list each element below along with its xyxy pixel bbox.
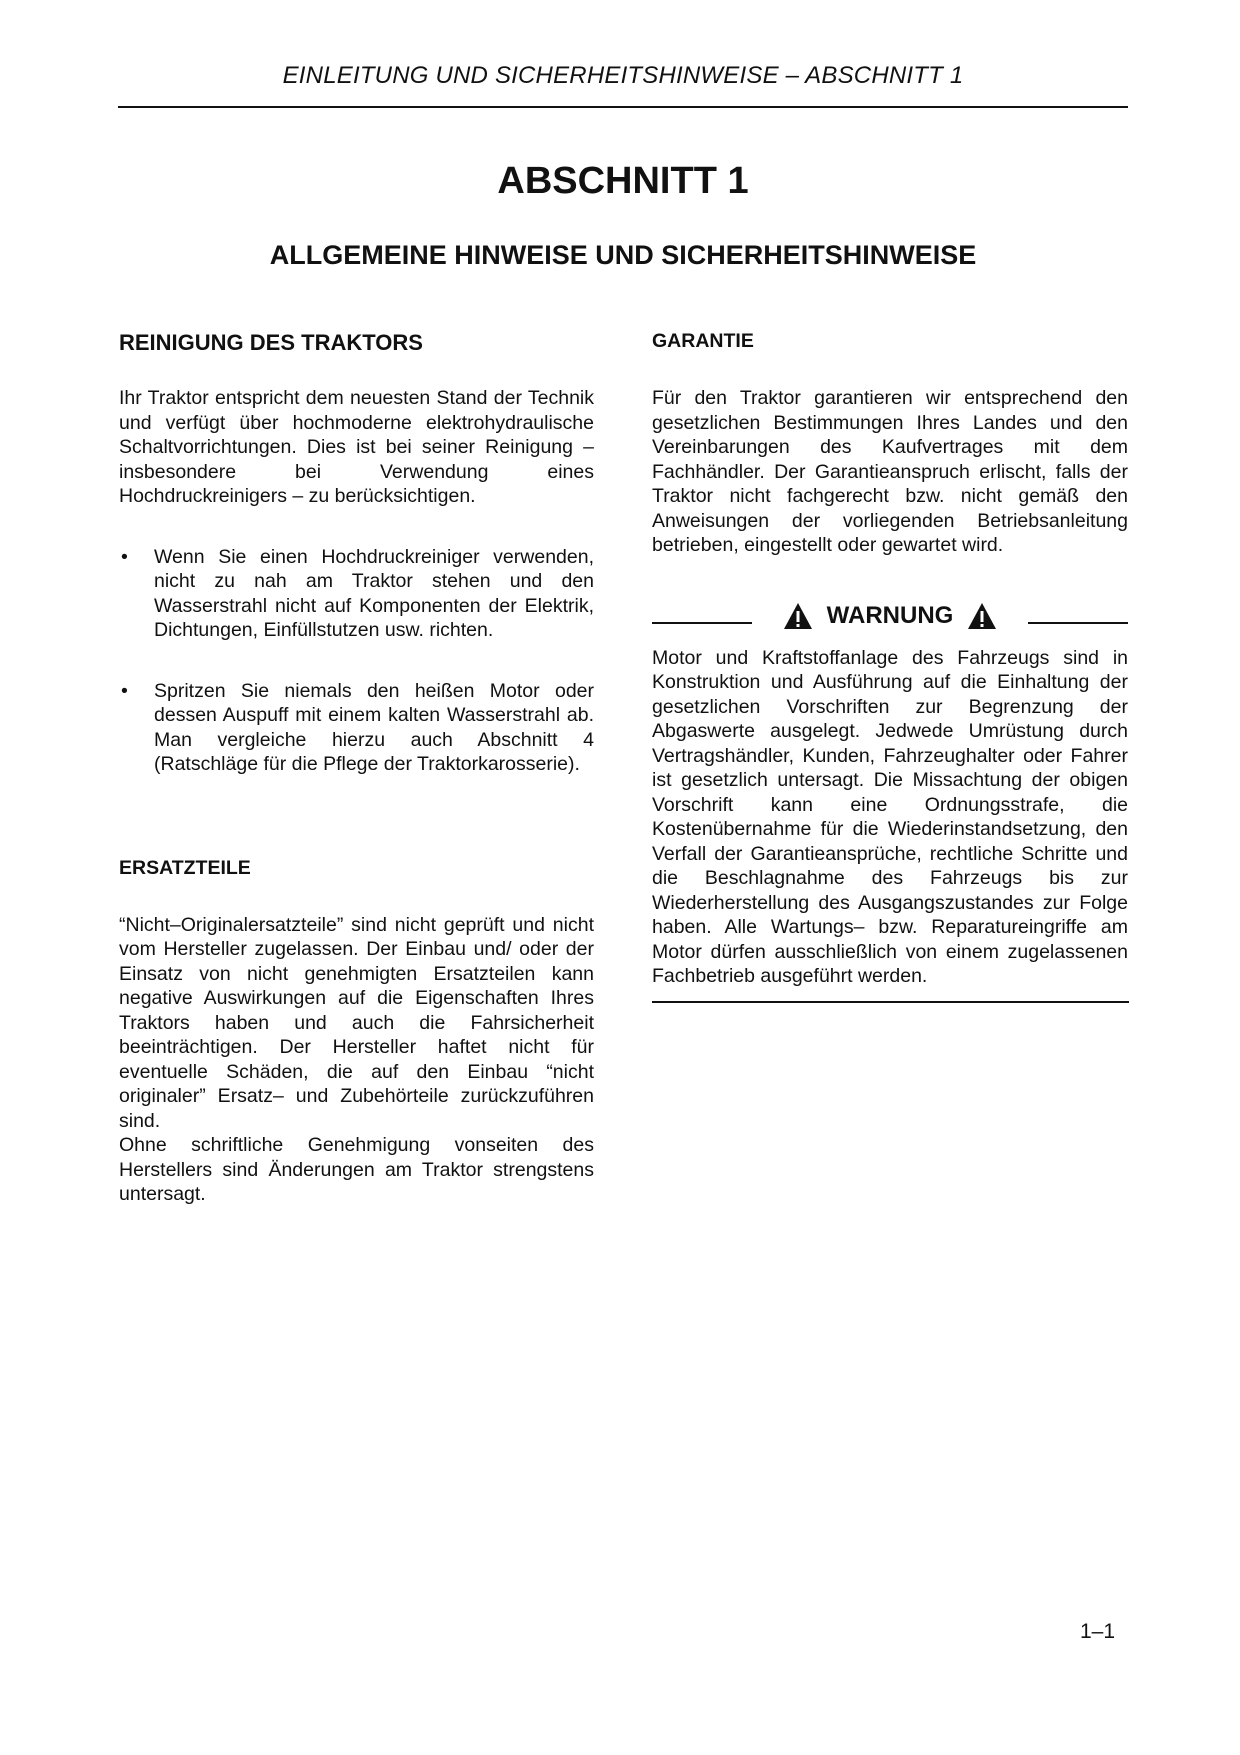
parts-heading: ERSATZTEILE — [119, 856, 251, 879]
bullet-icon: • — [121, 679, 128, 702]
cleaning-bullet-list — [119, 545, 594, 777]
list-item — [119, 679, 594, 777]
page-number: 1–1 — [1080, 1620, 1116, 1643]
cleaning-paragraph: Ihr Traktor entspricht dem neuesten Stand der Technik und verfügt über hochmoderne elektrohydraulische Schaltvorrichtungen. Dies ist bei seiner Reinigung – insbesondere bei Verwendung eines Hochdruckreinigers – zu berücksichtigen. — [119, 387, 594, 507]
bullet-icon: • — [121, 545, 128, 568]
warning-triangle-icon — [967, 602, 997, 630]
warning-title — [783, 602, 998, 630]
page-title: ABSCHNITT 1 — [497, 160, 749, 202]
header-rule — [118, 106, 1128, 108]
warranty-paragraph: Für den Traktor garantieren wir entsprechend den gesetzlichen Bestimmungen Ihres Landes und den Vereinbarungen des Kaufvertrages mit dem Fachhändler. Der Garantieanspruch erlischt, falls der Traktor nicht fachgerecht bzw. nicht gemäß den Anweisungen der vorliegenden Betriebsanleitung betrieben, eingestellt oder gewartet wird. — [652, 387, 1128, 556]
warning-label: WARNUNG — [826, 601, 954, 629]
warranty-heading: GARANTIE — [652, 330, 754, 352]
bullet-text: Spritzen Sie niemals den heißen Motor oder dessen Auspuff mit einem kalten Wasserstrahl ab. Man vergleiche hierzu auch Abschnitt 4 (Ratschläge für die Pflege der Traktorkarosserie). — [154, 679, 594, 775]
right-column — [652, 330, 1128, 1003]
page-subtitle: ALLGEMEINE HINWEISE UND SICHERHEITSHINWEISE — [269, 240, 977, 270]
warning-rule-left — [652, 622, 752, 624]
list-item — [119, 545, 594, 643]
parts-paragraph: “Nicht–Originalersatzteile” sind nicht geprüft und nicht vom Hersteller zugelassen. Der Einbau und/ oder der Einsatz von nicht genehmigten Ersatzteilen kann negative Auswirkungen auf die Eigenschaften Ihres Traktors haben und auch die Fahrsicherheit beeinträchtigen. Der Hersteller haftet nicht für eventuelle Schäden, die auf den Einbau “nicht originaler” Ersatz– und Zubehörteile zurückzuführen sind. — [119, 913, 594, 1132]
bullet-text: Wenn Sie einen Hochdruckreiniger verwenden, nicht zu nah am Traktor stehen und den Wasserstrahl nicht auf Komponenten der Elektrik, Dichtungen, Einfüllstutzen usw. richten. — [154, 545, 594, 641]
warning-rule-right — [1028, 622, 1128, 624]
left-column — [119, 330, 594, 1207]
warning-paragraph: Motor und Kraftstoffanlage des Fahrzeugs sind in Konstruktion und Ausführung auf die Einhaltung der gesetzlichen Vorschriften zur Begrenzung der Abgaswerte ausgelegt. Jedwede Umrüstung durch Vertragshändler, Kunden, Fahrzeughalter oder Fahrer ist gesetzlich untersagt. Die Missachtung der obigen Vorschrift kann eine Ordnungsstrafe, die Kostenübernahme für die Wiederinstandsetzung, den Verfall der Garantieansprüche, rechtliche Schritte und die Beschlagnahme des Fahrzeugs bis zur Wiederherstellung des Ausgangszustandes zur Folge haben. Alle Wartungs– bzw. Reparatureingriffe am Motor dürfen ausschließlich von einem zugelassenen Fachbetrieb ausgeführt werden. — [652, 646, 1128, 987]
warning-triangle-icon — [783, 602, 813, 630]
parts-paragraph-2: Ohne schriftliche Genehmigung vonseiten des Herstellers sind Änderungen am Traktor strengstens untersagt. — [119, 1134, 594, 1205]
running-head: EINLEITUNG UND SICHERHEITSHINWEISE – ABSCHNITT 1 — [282, 62, 964, 89]
warning-bottom-rule — [652, 1001, 1129, 1003]
cleaning-heading: REINIGUNG DES TRAKTORS — [119, 330, 423, 355]
warning-header — [652, 596, 1128, 636]
